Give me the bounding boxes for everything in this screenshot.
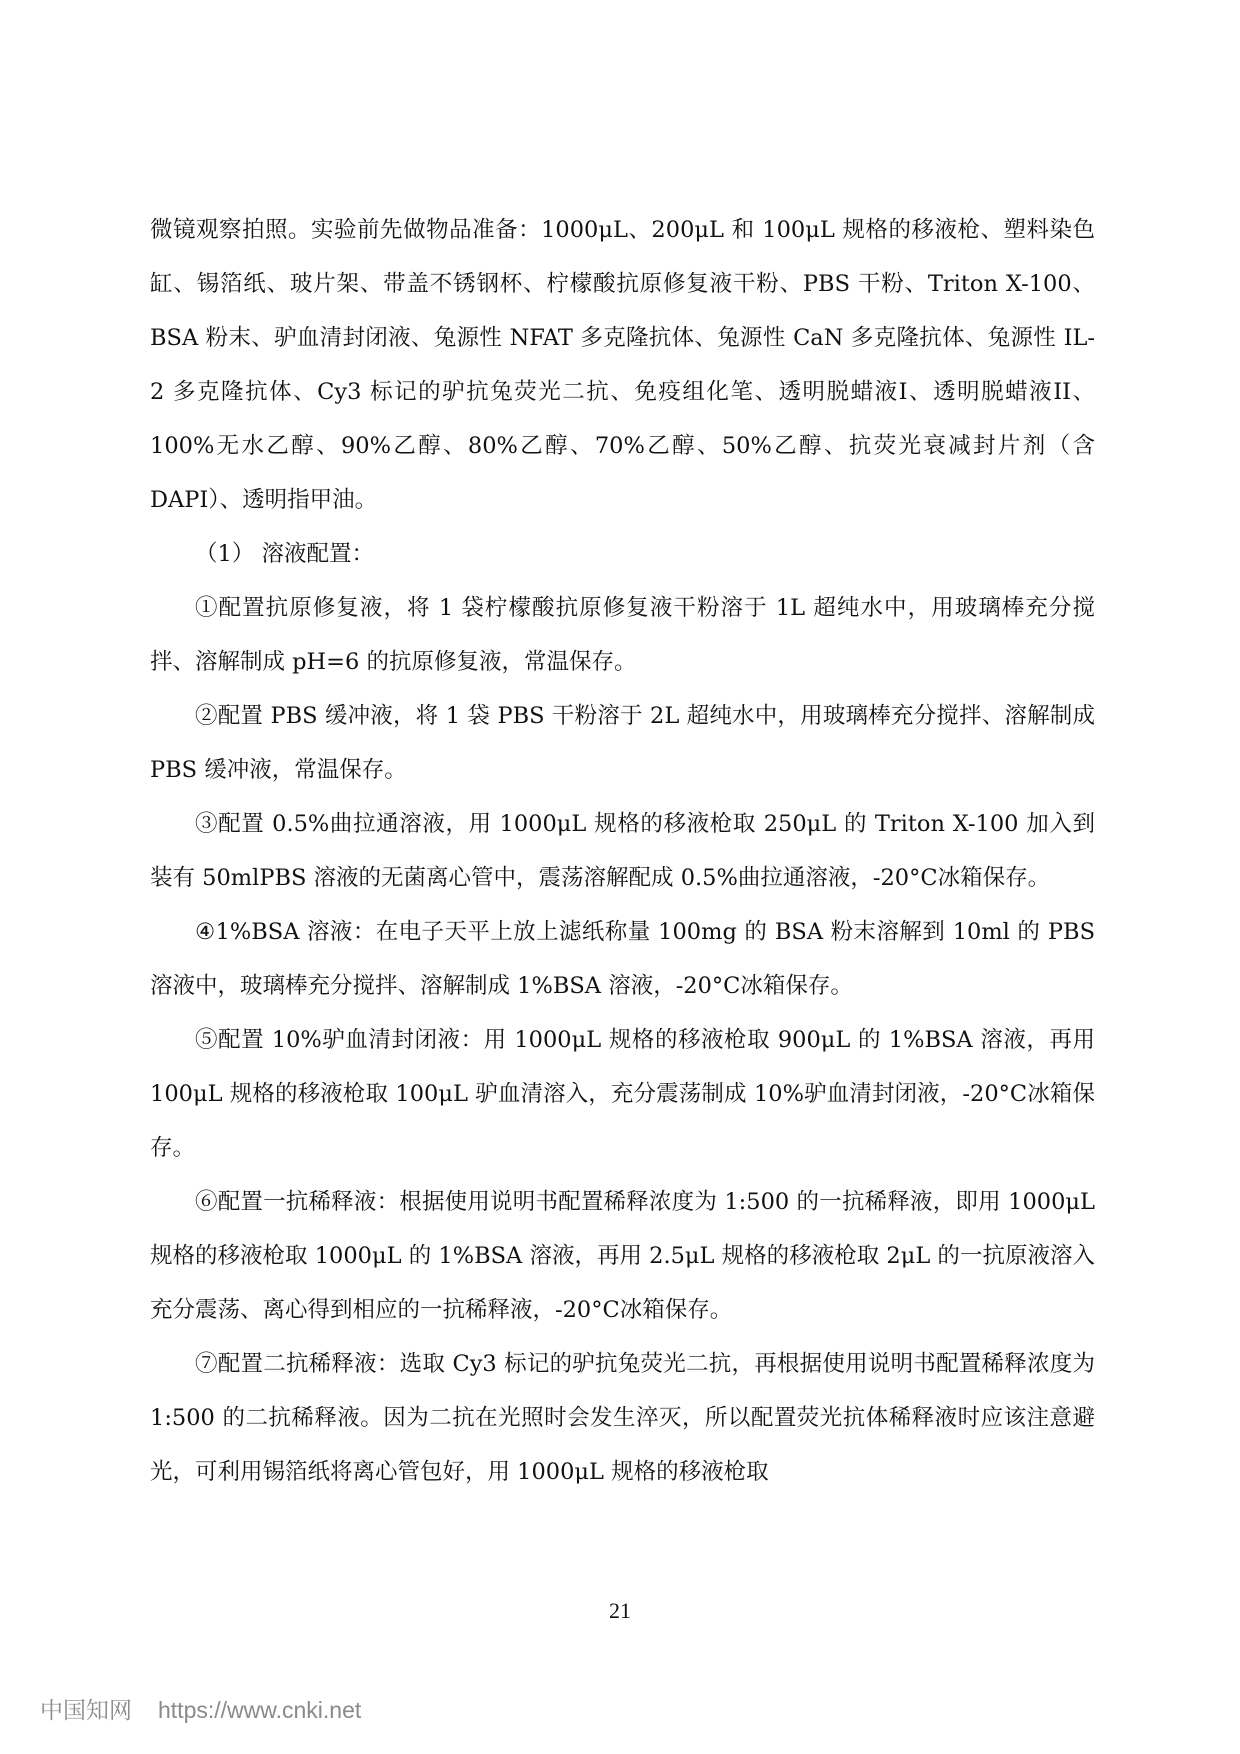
page-body	[150, 203, 1095, 1499]
body-paragraph-pbs-buffer: ②配置 PBS 缓冲液，将 1 袋 PBS 干粉溶于 2L 超纯水中，用玻璃棒充分搅拌、溶解制成 PBS 缓冲液，常温保存。	[150, 703, 1095, 783]
page-number: 21	[609, 1598, 631, 1623]
watermark-url: https://www.cnki.net	[158, 1697, 362, 1723]
body-paragraph-primary-antibody: ⑥配置一抗稀释液：根据使用说明书配置稀释浓度为 1:500 的一抗稀释液，即用 1000μL 规格的移液枪取 1000μL 的 1%BSA 溶液，再用 2.5μL 规格的移液枪取 2μL 的一抗原液溶入充分震荡、离心得到相应的一抗稀释液，-20°C冰箱保存。	[150, 1189, 1095, 1323]
body-paragraph-antigen-repair: ①配置抗原修复液，将 1 袋柠檬酸抗原修复液干粉溶于 1L 超纯水中，用玻璃棒充分搅拌、溶解制成 pH=6 的抗原修复液，常温保存。	[150, 595, 1095, 675]
body-paragraph-secondary-antibody: ⑦配置二抗稀释液：选取 Cy3 标记的驴抗兔荧光二抗，再根据使用说明书配置稀释浓度为 1:500 的二抗稀释液。因为二抗在光照时会发生淬灭，所以配置荧光抗体稀释液时应该注意避光，可利用锡箔纸将离心管包好，用 1000μL 规格的移液枪取	[150, 1351, 1095, 1485]
body-paragraph-bsa: ④1%BSA 溶液：在电子天平上放上滤纸称量 100mg 的 BSA 粉末溶解到 10ml 的 PBS 溶液中，玻璃棒充分搅拌、溶解制成 1%BSA 溶液，-20°C冰箱保存。	[150, 919, 1095, 999]
body-paragraph-triton: ③配置 0.5%曲拉通溶液，用 1000μL 规格的移液枪取 250μL 的 Triton X-100 加入到装有 50mlPBS 溶液的无菌离心管中，震荡溶解配成 0.5%曲拉通溶液，-20°C冰箱保存。	[150, 811, 1095, 891]
section-heading-solution-prep: （1） 溶液配置：	[195, 541, 374, 567]
body-paragraph-continued: 微镜观察拍照。实验前先做物品准备：1000μL、200μL 和 100μL 规格的移液枪、塑料染色缸、锡箔纸、玻片架、带盖不锈钢杯、柠檬酸抗原修复液干粉、PBS 干粉、Triton X-100、BSA 粉末、驴血清封闭液、兔源性 NFAT 多克隆抗体、兔源性 CaN 多克隆抗体、兔源性 IL-2 多克隆抗体、Cy3 标记的驴抗兔荧光二抗、免疫组化笔、透明脱蜡液I、透明脱蜡液II、100%无水乙醇、90%乙醇、80%乙醇、70%乙醇、50%乙醇、抗荧光衰减封片剂（含 DAPI）、透明指甲油。	[150, 217, 1095, 513]
watermark	[40, 1692, 361, 1725]
watermark-site-name: 中国知网	[40, 1698, 132, 1724]
body-paragraph-donkey-serum: ⑤配置 10%驴血清封闭液：用 1000μL 规格的移液枪取 900μL 的 1%BSA 溶液，再用 100μL 规格的移液枪取 100μL 驴血清溶入，充分震荡制成 10%驴血清封闭液，-20°C冰箱保存。	[150, 1027, 1095, 1161]
